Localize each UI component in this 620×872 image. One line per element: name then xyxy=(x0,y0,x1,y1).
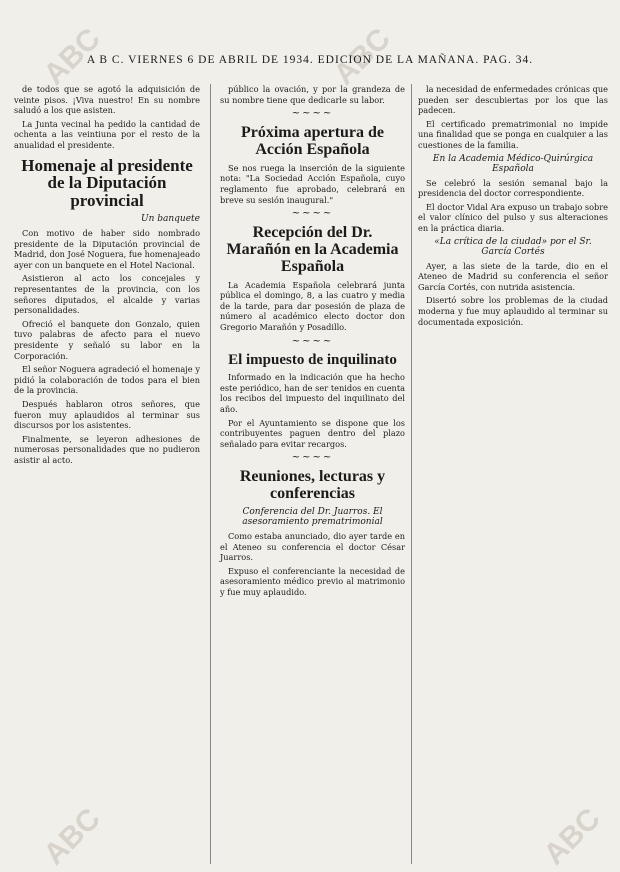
separator: ~~~~ xyxy=(291,335,334,347)
watermark-top-left: ABC xyxy=(37,21,107,92)
column-2 xyxy=(220,84,405,601)
watermark-bottom-right: ABC xyxy=(537,801,607,872)
col1-para: Finalmente, se leyeron adhesiones de numerosas personalidades que no pudieron asistir al acto. xyxy=(14,433,200,465)
col2-headline-4: Reuniones, lecturas y conferencias xyxy=(239,468,386,503)
col1-para: Ofreció el banquete don Gonzalo, quien tuvo palabras de afecto para el nuevo presidente y señaló su labor en la Corporación. xyxy=(14,318,200,361)
column-rule-2 xyxy=(411,84,412,864)
col3-para: Ayer, a las siete de la tarde, dio en el Ateneo de Madrid su conferencia el señor García Cortés, con nutrida asistencia. xyxy=(418,260,608,292)
col1-top-para: La Junta vecinal ha pedido la cantidad de ochenta a las veintiuna por el resto de la anualidad el presidente. xyxy=(14,118,200,150)
col1-para: Con motivo de haber sido nombrado presidente de la Diputación provincial de Madrid, don José Noguera, fue homenajeado ayer con un banquete en el Hotel Nacional. xyxy=(14,228,200,270)
watermark-bottom-left: ABC xyxy=(37,801,107,872)
col2-para: Expuso el conferenciante la necesidad de asesoramiento médico previo al matrimonio y fue muy aplaudido. xyxy=(220,565,405,597)
col3-subhead-2: «La crítica de la ciudad» por el Sr. García Cortés xyxy=(434,236,592,257)
separator: ~~~~ xyxy=(291,108,334,120)
col2-para: Como estaba anunciado, dio ayer tarde en el Ateneo su conferencia el doctor César Juarros. xyxy=(220,531,405,563)
col2-subhead-4: Conferencia del Dr. Juarros. El asesoramiento prematrimonial xyxy=(242,507,383,528)
col1-headline: Homenaje al presidente de la Diputación provincial xyxy=(21,155,193,211)
col3-para: El doctor Vidal Ara expuso un trabajo sobre el valor clínico del pulso y sus alteraciones en la práctica diaria. xyxy=(418,201,608,233)
col3-subhead-1: En la Academia Médico-Quirúrgica Española xyxy=(432,153,594,174)
column-3 xyxy=(418,84,608,330)
col2-para: La Academia Española celebrará junta pública el domingo, 8, a las cuatro y media de la tarde, para dar posesión de plaza de número al académico electo doctor don Gregorio Marañón y Posadillo. xyxy=(220,279,405,332)
col2-para: Informado en la indicación que ha hecho este periódico, han de ser tenidos en cuenta los recibos del impuesto del inquilinato del año. xyxy=(220,372,405,415)
separator: ~~~~ xyxy=(291,208,334,220)
col3-para: Disertó sobre los problemas de la ciudad moderna y fue muy aplaudido al terminar su documentada exposición. xyxy=(418,295,608,327)
col2-headline-2: Recepción del Dr. Marañón en la Academia Española xyxy=(226,224,399,275)
col3-para: Se celebró la sesión semanal bajo la presidencia del doctor correspondiente. xyxy=(418,177,608,199)
col2-headline-3: El impuesto de inquilinato xyxy=(228,351,397,368)
col2-para: Por el Ayuntamiento se dispone que los contribuyentes paguen dentro del plazo señalado para evitar recargos. xyxy=(220,417,405,449)
col1-para: Después hablaron otros señores, que fueron muy aplaudidos al terminar sus discursos por los asistentes. xyxy=(14,399,200,431)
col2-para: Se nos ruega la inserción de la siguiente nota: "La Sociedad Acción Española, cuyo reglamento fue aprobado, celebrará en breve su sesión inaugural." xyxy=(220,162,405,205)
page-header: A B C. VIERNES 6 DE ABRIL DE 1934. EDICION DE LA MAÑANA. PAG. 34. xyxy=(86,54,534,66)
col1-para: El señor Noguera agradeció el homenaje y pidió la colaboración de todos para el bien de la provincia. xyxy=(14,364,200,396)
col2-top-para: público la ovación, y por la grandeza de su nombre tiene que dedicarle su labor. xyxy=(220,84,405,105)
col1-top-para: de todos que se agotó la adquisición de veinte pisos. ¡Viva nuestro! En su nombre saludó a los que asisten. xyxy=(14,84,200,116)
col1-para: Asistieron al acto los concejales y representantes de la provincia, con los señores diputados, el alcalde y varias personalidades. xyxy=(14,273,200,316)
column-1 xyxy=(14,84,200,469)
col3-top-para: la necesidad de enfermedades crónicas que pueden ser descubiertas por los que las padecen. xyxy=(418,84,608,116)
column-rule-1 xyxy=(210,84,211,864)
watermark-top-mid: ABC xyxy=(327,21,397,92)
col1-subhead: Un banquete xyxy=(141,214,200,225)
separator: ~~~~ xyxy=(291,452,334,464)
col2-headline-1: Próxima apertura de Acción Española xyxy=(240,124,385,158)
col3-top-para: El certificado prematrimonial no impide una finalidad que se ponga en cualquier a las cuestiones de la familia. xyxy=(418,118,608,150)
